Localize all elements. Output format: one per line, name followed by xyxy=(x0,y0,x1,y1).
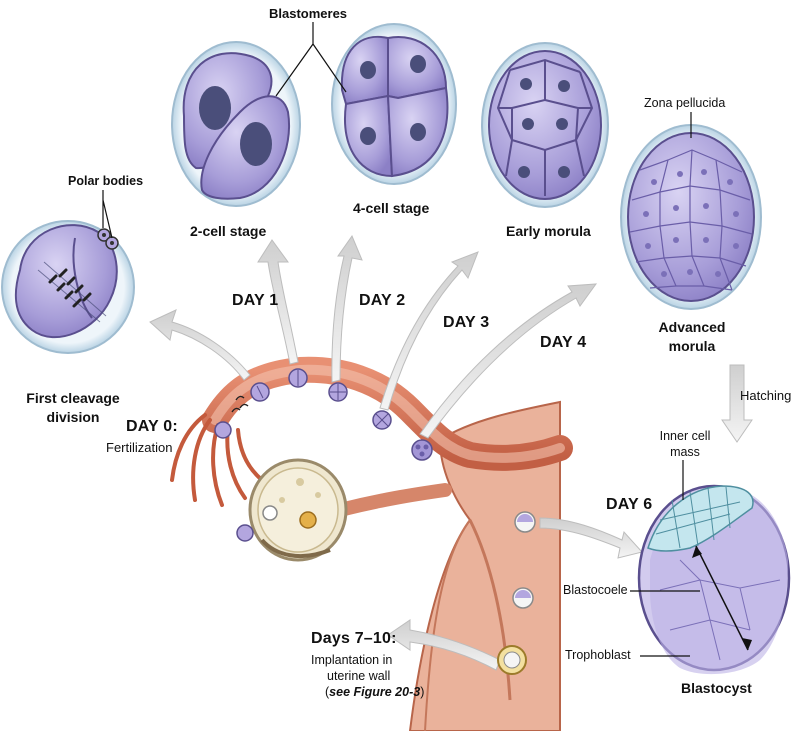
two-cell-stage-label: 2-cell stage xyxy=(190,223,267,239)
advanced-morula-label xyxy=(652,318,732,356)
blastocoele-label: Blastocoele xyxy=(563,583,628,597)
see-figure-note xyxy=(311,684,424,700)
implantation-line-2: uterine wall xyxy=(327,669,391,683)
days7-10-label: Days 7–10: xyxy=(311,630,397,647)
trophoblast-label: Trophoblast xyxy=(565,648,631,662)
advanced-morula-embryo xyxy=(621,125,761,309)
day3-label: DAY 3 xyxy=(443,314,490,331)
two-cell-embryo xyxy=(172,42,300,206)
day0-label: DAY 0: xyxy=(126,418,178,435)
inner-cell-mass-line-2: mass xyxy=(670,445,700,459)
zona-pellucida-label: Zona pellucida xyxy=(644,96,726,110)
first-cleavage-embryo xyxy=(2,221,134,353)
advanced-morula-line-2: morula xyxy=(668,338,716,354)
polar-bodies-label: Polar bodies xyxy=(68,174,144,188)
four-cell-stage-label: 4-cell stage xyxy=(353,200,430,216)
day4-label: DAY 4 xyxy=(540,334,587,351)
first-cleavage-label xyxy=(18,389,128,427)
fertilization-label: Fertilization xyxy=(106,440,173,455)
see-figure-open: ( xyxy=(325,685,330,699)
early-morula-embryo xyxy=(482,43,608,207)
hatching-label: Hatching xyxy=(740,388,792,403)
advanced-morula-line-1: Advanced xyxy=(658,319,726,335)
blastomeres-label: Blastomeres xyxy=(269,6,348,21)
blastocyst-embryo xyxy=(639,486,789,674)
inner-cell-mass-line-1: Inner cell xyxy=(659,429,711,443)
early-morula-label: Early morula xyxy=(506,223,591,239)
first-cleavage-line-1: First cleavage xyxy=(26,390,120,406)
implantation-label xyxy=(311,652,424,700)
see-figure-ref: see Figure 20-3 xyxy=(329,685,421,699)
first-cleavage-line-2: division xyxy=(46,409,100,425)
implantation-line-1: Implantation in xyxy=(311,653,393,667)
blastocyst-label: Blastocyst xyxy=(681,680,752,696)
four-cell-embryo xyxy=(332,24,456,184)
see-figure-close: ) xyxy=(420,685,425,699)
day2-label: DAY 2 xyxy=(359,292,406,309)
day6-label: DAY 6 xyxy=(606,496,653,513)
day1-label: DAY 1 xyxy=(232,292,279,309)
inner-cell-mass-label xyxy=(650,428,720,460)
